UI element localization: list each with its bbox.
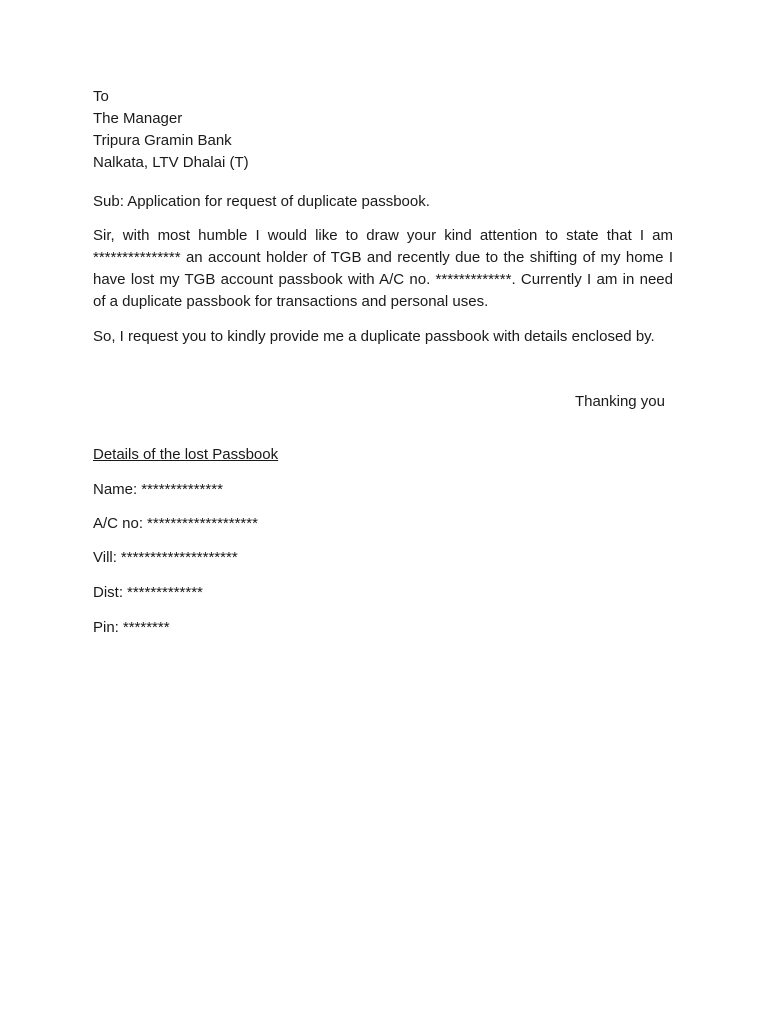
details-heading: Details of the lost Passbook	[93, 446, 279, 463]
recipient-address	[93, 86, 673, 174]
body-paragraph-1: Sir, with most humble I would like to draw your kind attention to state that I am *************** an account holder of TGB and recently due to the shifting of my home I have lost my TGB account passbook with A/C no. *************. Currently I am in need of a duplicate passbook for transactions and personal uses.	[93, 227, 673, 310]
body-paragraph-2: So, I request you to kindly provide me a duplicate passbook with details enclosed by.	[93, 328, 655, 345]
address-line-to: To	[93, 88, 109, 105]
detail-label: A/C no:	[93, 515, 144, 532]
detail-row-pin	[93, 617, 170, 639]
detail-label: Dist:	[93, 584, 123, 601]
detail-value: **************	[141, 481, 223, 498]
detail-row-name	[93, 479, 223, 501]
detail-value: ********	[122, 619, 170, 636]
subject-line: Sub: Application for request of duplicate passbook.	[93, 193, 430, 210]
detail-row-account	[93, 513, 258, 535]
detail-row-district	[93, 582, 203, 604]
detail-value: *******************	[147, 515, 258, 532]
detail-label: Pin:	[93, 619, 119, 636]
detail-value: ********************	[120, 549, 238, 566]
detail-label: Vill:	[93, 549, 117, 566]
address-line-designation: The Manager	[93, 110, 183, 127]
closing-line: Thanking you	[574, 393, 665, 410]
detail-row-village	[93, 547, 238, 569]
address-line-location: Nalkata, LTV Dhalai (T)	[93, 154, 249, 171]
address-line-bank: Tripura Gramin Bank	[93, 132, 232, 149]
detail-label: Name:	[93, 481, 138, 498]
detail-value: *************	[127, 584, 203, 601]
